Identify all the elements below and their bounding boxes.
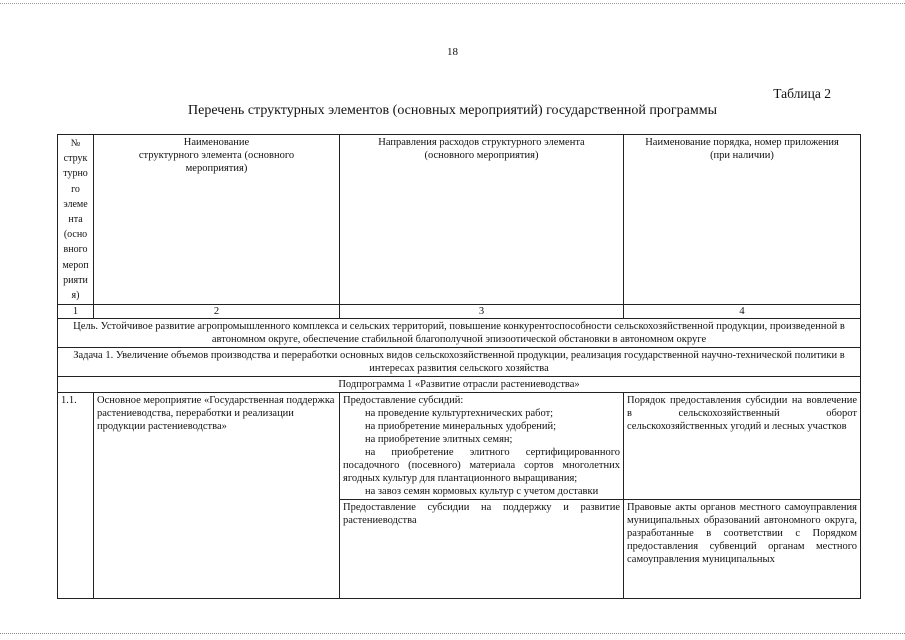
row-directions-subsidies — [340, 393, 624, 500]
directions-item: на проведение культуртехнических работ; — [365, 408, 554, 420]
subprogram-row — [58, 377, 861, 393]
header-line: турно — [63, 168, 88, 180]
header-line: нта — [68, 214, 83, 226]
header-order-name — [624, 135, 861, 305]
table-row — [58, 393, 861, 500]
header-row — [58, 135, 861, 305]
header-line: (осно — [63, 229, 88, 241]
header-line: (при наличии) — [710, 150, 774, 161]
column-index: 2 — [94, 305, 340, 319]
scan-edge-bottom — [0, 633, 905, 634]
task-row — [58, 348, 861, 377]
header-line: (основного мероприятия) — [424, 150, 539, 161]
header-line: Наименование порядка, номер приложения — [645, 137, 839, 148]
task-text: Задача 1. Увеличение объемов производства и переработки основных видов сельскохозяйственной продукции, реализация государственной научно-технической политики в интересах развития сельского хозяйства — [58, 348, 861, 377]
header-line: струк — [63, 153, 88, 165]
directions-item: на завоз семян кормовых культур с учетом доставки — [365, 486, 599, 498]
table-label: Таблица 2 — [773, 86, 831, 101]
row-element-name: Основное мероприятие «Государственная поддержка растениеводства, переработки и реализации продукции растениеводства» — [94, 393, 340, 599]
directions-item: на приобретение элитного сертифицированного посадочного (посевного) материала сортов многолетних ягодных культур для плантационного выращивания; — [343, 447, 620, 485]
header-expense-directions — [340, 135, 624, 305]
header-line: го — [71, 183, 80, 195]
directions-item: на приобретение элитных семян; — [365, 434, 513, 446]
subprogram-title: Подпрограмма 1 «Развитие отрасли растениеводства» — [58, 377, 861, 393]
row-directions-support: Предоставление субсидии на поддержку и развитие растениеводства — [340, 500, 624, 599]
row-order-2: Правовые акты органов местного самоуправления муниципальных образований автономного округа, разработанные в соответствии с Порядком предоставления субвенций органам местного самоуправления муниципальных — [624, 500, 861, 599]
header-line: элеме — [63, 198, 88, 210]
goal-text: Цель. Устойчивое развитие агропромышленного комплекса и сельских территорий, повышение конкурентоспособности сельскохозяйственной продукции, произведенной в автономном округе, обеспечение стабильной благополучной эпизоотической обстановки в автономном округе — [58, 319, 861, 348]
header-line: структурного элемента (основного — [138, 150, 295, 161]
header-number-column — [58, 135, 94, 305]
directions-item: на приобретение минеральных удобрений; — [365, 421, 556, 433]
column-index: 1 — [58, 305, 94, 319]
header-element-name — [94, 135, 340, 305]
column-index: 4 — [624, 305, 861, 319]
page-number: 18 — [447, 46, 458, 58]
directions-lead: Предоставление субсидий: — [343, 395, 464, 407]
header-line: я) — [71, 290, 80, 302]
header-line: мероприятия) — [185, 163, 248, 174]
header-line: Направления расходов структурного элемента — [378, 137, 585, 148]
header-line: мероп — [62, 259, 89, 271]
document-title: Перечень структурных элементов (основных мероприятий) государственной программы — [188, 103, 717, 118]
header-line: № — [70, 138, 81, 149]
column-index-row — [58, 305, 861, 319]
row-order-1: Порядок предоставления субсидии на вовлечение в сельскохозяйственный оборот сельскохозяйственных угодий и лесных участков — [624, 393, 861, 500]
goal-row — [58, 319, 861, 348]
header-line: вного — [63, 244, 88, 256]
structural-elements-table — [57, 134, 861, 599]
header-line: рияти — [63, 274, 88, 286]
header-line: Наименование — [183, 137, 250, 148]
scan-edge-top — [0, 3, 905, 4]
row-number: 1.1. — [58, 393, 94, 599]
column-index: 3 — [340, 305, 624, 319]
